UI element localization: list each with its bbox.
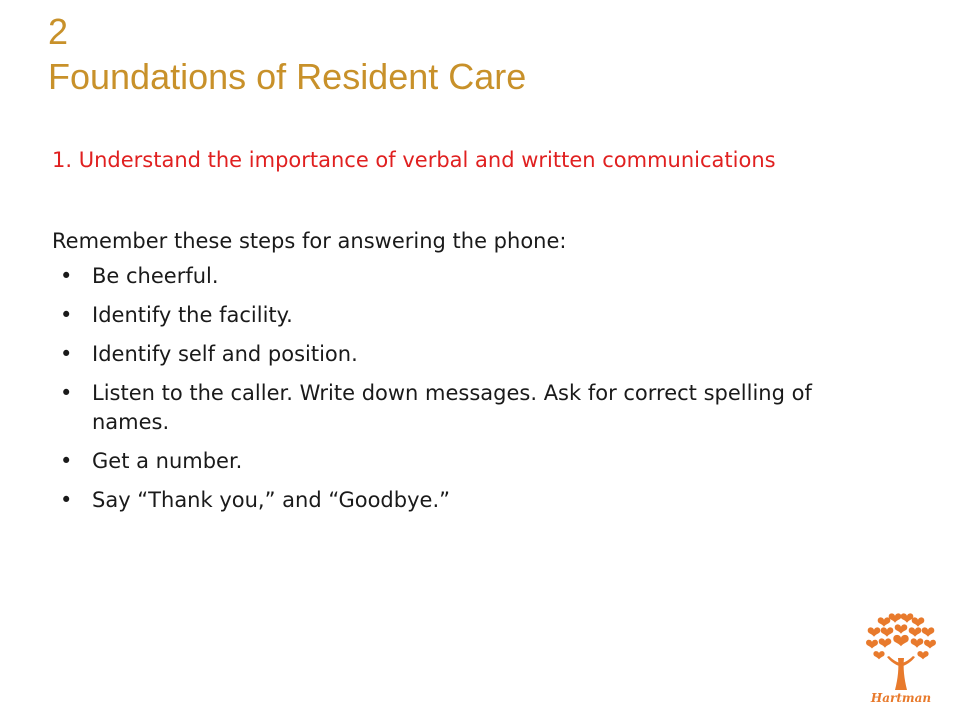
list-item-text: Identify the facility. [92, 303, 293, 327]
list-item-text: Say “Thank you,” and “Goodbye.” [92, 488, 450, 512]
phone-steps-list [60, 262, 890, 525]
list-item [60, 340, 890, 369]
list-item [60, 262, 890, 291]
hartman-logo [862, 612, 940, 708]
list-item-text: Get a number. [92, 449, 243, 473]
bullet-icon: • [60, 303, 73, 327]
chapter-number: 2 [48, 11, 69, 52]
list-item-text: Be cheerful. [92, 264, 219, 288]
list-item [60, 379, 890, 437]
list-item [60, 447, 890, 476]
list-item [60, 301, 890, 330]
bullet-icon: • [60, 381, 73, 405]
bullet-icon: • [60, 449, 73, 473]
list-item-text: Listen to the caller. Write down messages. Ask for correct spelling of names. [92, 381, 812, 434]
intro-text: Remember these steps for answering the phone: [52, 229, 567, 253]
bullet-icon: • [60, 264, 73, 288]
bullet-icon: • [60, 342, 73, 366]
heart-tree-icon [862, 612, 940, 692]
list-item-text: Identify self and position. [92, 342, 358, 366]
logo-wordmark: Hartman [870, 691, 932, 705]
chapter-title: Foundations of Resident Care [48, 56, 527, 97]
list-item [60, 486, 890, 515]
learning-objective: 1. Understand the importance of verbal and written communications [52, 148, 776, 172]
bullet-icon: • [60, 488, 73, 512]
